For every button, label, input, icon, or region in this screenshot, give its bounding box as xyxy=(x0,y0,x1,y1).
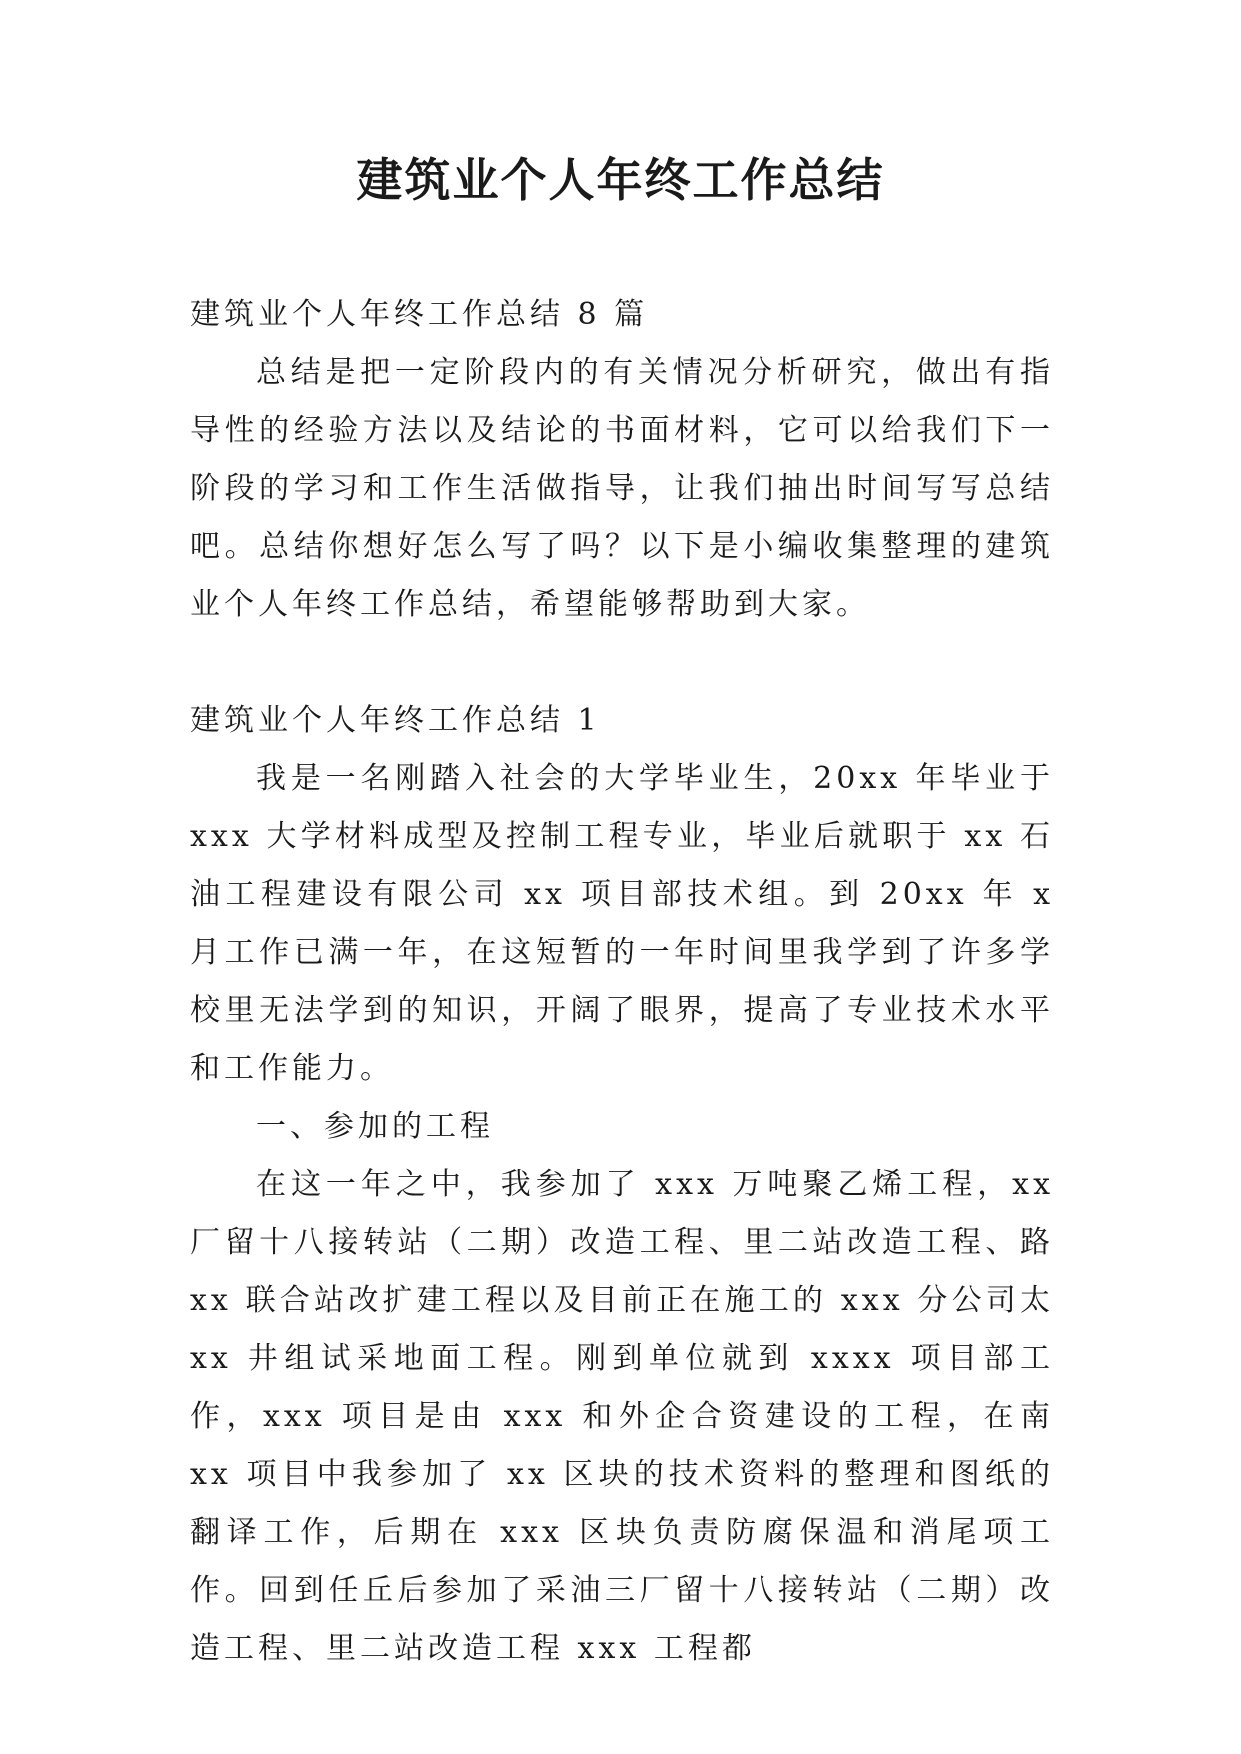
intro-paragraph: 总结是把一定阶段内的有关情况分析研究，做出有指导性的经验方法以及结论的书面材料，它可以给我们下一阶段的学习和工作生活做指导，让我们抽出时间写写总结吧。总结你想好怎么写了吗？以下是小编收集整理的建筑业个人年终工作总结，希望能够帮助到大家。 xyxy=(190,355,1054,622)
section-1-title: 建筑业个人年终工作总结 1 xyxy=(190,703,601,738)
document-subtitle: 建筑业个人年终工作总结 8 篇 xyxy=(190,297,649,332)
document-title: 建筑业个人年终工作总结 xyxy=(356,153,885,207)
section-1-paragraph-1: 我是一名刚踏入社会的大学毕业生，20xx 年毕业于 xxx 大学材料成型及控制工程专业，毕业后就职于 xx 石油工程建设有限公司 xx 项目部技术组。到 20xx 年 x 月工作已满一年，在这短暂的一年时间里我学到了许多学校里无法学到的知识，开阔了眼界，提高了专业技术水平和工作能力。 xyxy=(190,761,1054,1086)
section-1-paragraph-2: 在这一年之中，我参加了 xxx 万吨聚乙烯工程，xx 厂留十八接转站（二期）改造工程、里二站改造工程、路 xx 联合站改扩建工程以及目前正在施工的 xxx 分公司太 xx 井组试采地面工程。刚到单位就到 xxxx 项目部工作，xxx 项目是由 xxx 和外企合资建设的工程，在南 xx 项目中我参加了 xx 区块的技术资料的整理和图纸的翻译工作，后期在 xxx 区块负责防腐保温和消尾项工作。回到任丘后参加了采油三厂留十八接转站（二期）改造工程、里二站改造工程 xxx 工程都 xyxy=(190,1167,1054,1666)
section-1-heading-projects: 一、参加的工程 xyxy=(256,1109,494,1144)
section-spacer xyxy=(190,634,1054,692)
document-body xyxy=(190,286,1054,1678)
